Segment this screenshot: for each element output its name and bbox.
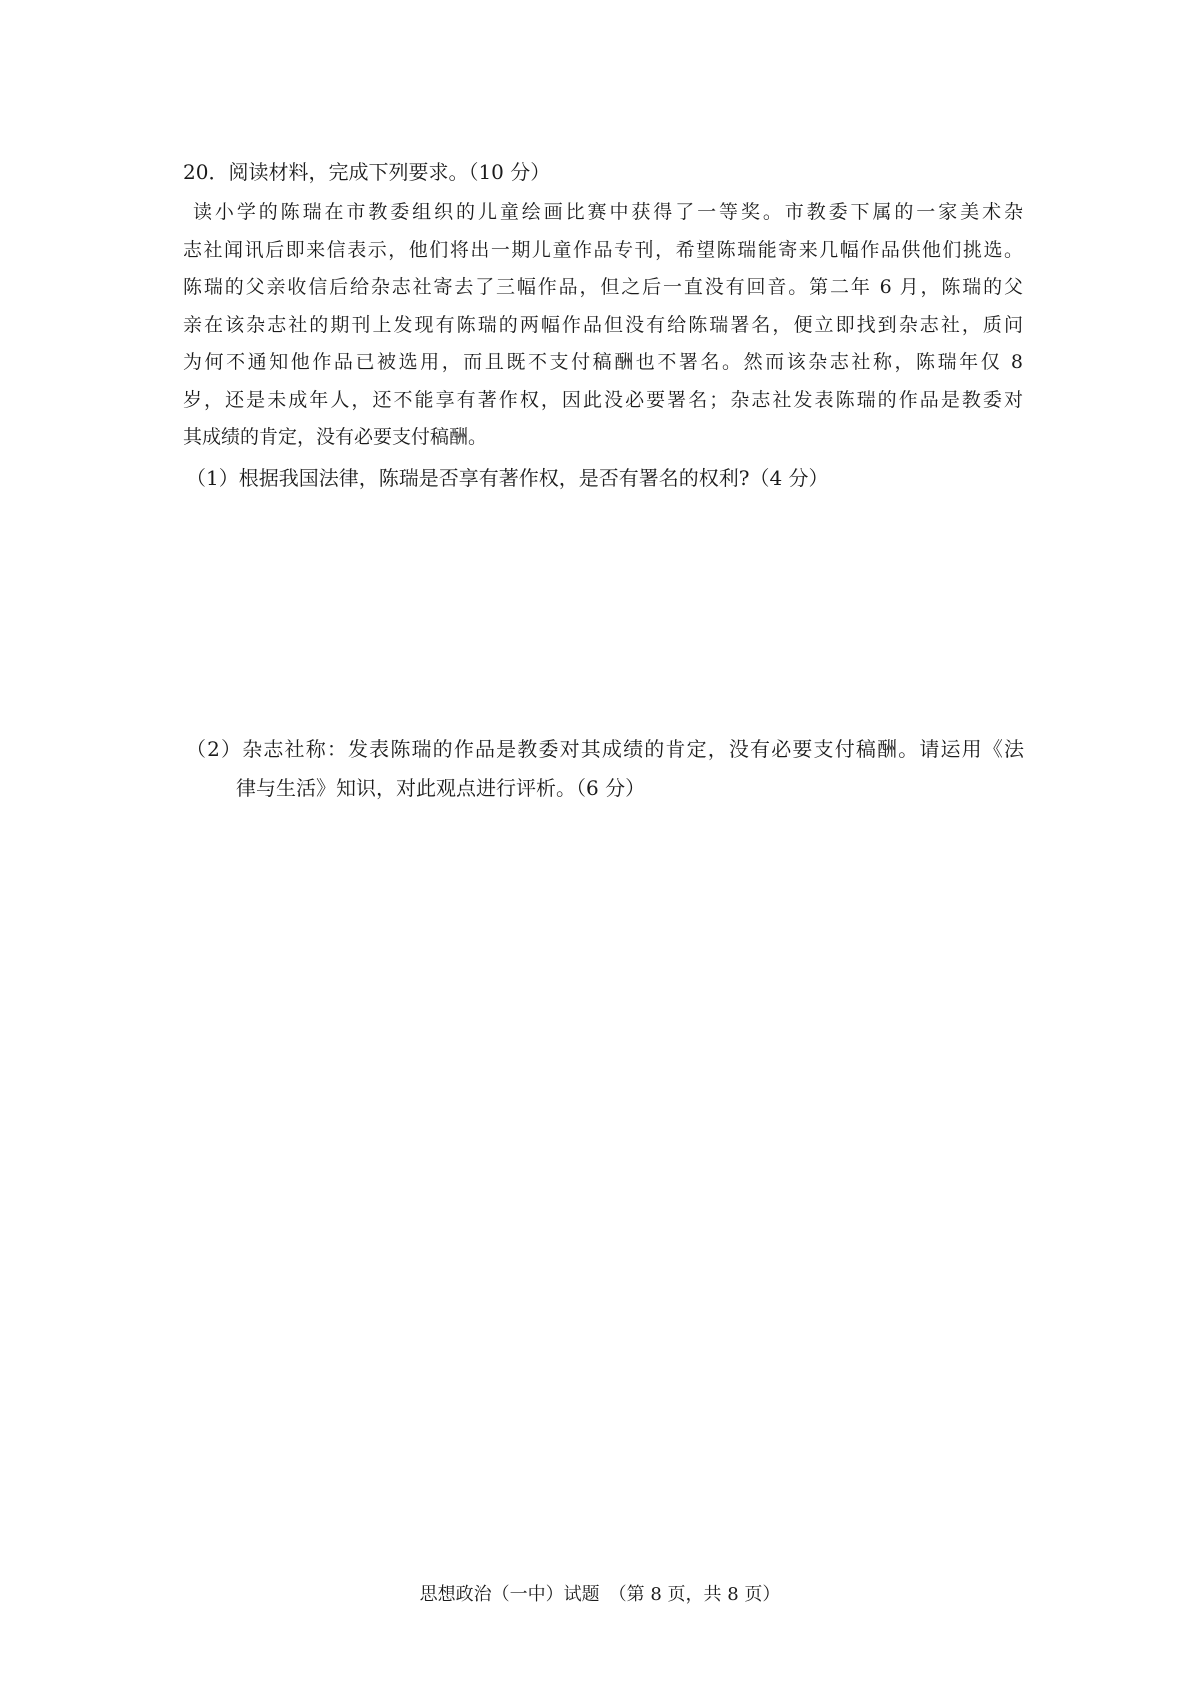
material-line: 为何不通知他作品已被选用，而且既不支付稿酬也不署名。然而该杂志社称，陈瑞年仅 8 (183, 351, 1023, 373)
question-material (183, 194, 1023, 457)
material-line: 陈瑞的父亲收信后给杂志社寄去了三幅作品，但之后一直没有回音。第二年 6 月，陈瑞的父 (183, 276, 1023, 298)
question-title: 20．阅读材料，完成下列要求。（10 分） (183, 160, 551, 184)
sub-question-1: （1）根据我国法律，陈瑞是否享有著作权，是否有署名的权利?（4 分） (186, 466, 829, 490)
page-footer: 思想政治（一中）试题 （第 8 页，共 8 页） (419, 1584, 781, 1605)
material-line: 读小学的陈瑞在市教委组织的儿童绘画比赛中获得了一等奖。市教委下属的一家美术杂 (193, 201, 1023, 223)
sub-question-2 (186, 730, 1024, 808)
material-line: 其成绩的肯定，没有必要支付稿酬。 (183, 426, 488, 448)
material-line: 岁，还是未成年人，还不能享有著作权，因此没必要署名；杂志社发表陈瑞的作品是教委对 (183, 388, 1023, 411)
sub-question-2-line-1: （2）杂志社称：发表陈瑞的作品是教委对其成绩的肯定，没有必要支付稿酬。请运用《法 (186, 737, 1024, 761)
material-line: 志社闻讯后即来信表示，他们将出一期儿童作品专刊，希望陈瑞能寄来几幅作品供他们挑选。 (183, 238, 1023, 261)
material-line: 亲在该杂志社的期刊上发现有陈瑞的两幅作品但没有给陈瑞署名，便立即找到杂志社，质问 (183, 313, 1023, 336)
sub-question-2-line-2: 律与生活》知识，对此观点进行评析。（6 分） (236, 776, 646, 800)
